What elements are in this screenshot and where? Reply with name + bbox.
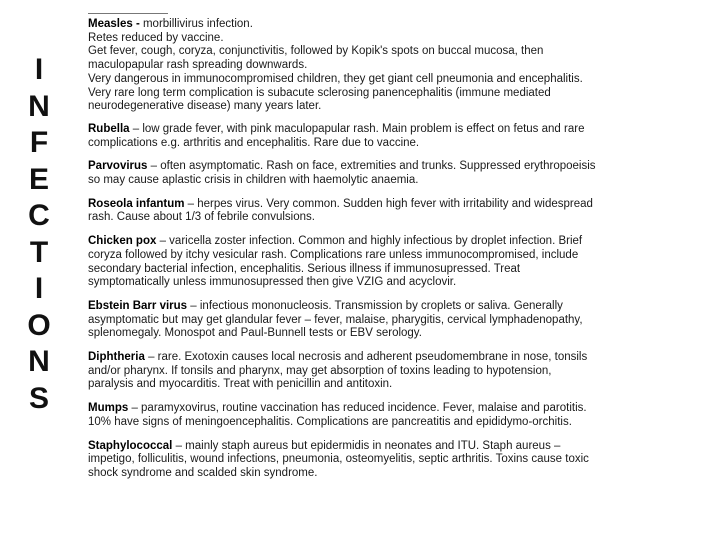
infection-entry	[88, 198, 633, 225]
infection-name: Rubella	[88, 122, 130, 135]
entry-line	[88, 235, 633, 249]
infection-entry	[88, 18, 633, 114]
side-title-letter: F	[29, 126, 49, 159]
infection-entry	[88, 402, 633, 429]
entry-line: Very rare long term complication is subacute sclerosing panencephalitis (immune mediated	[88, 86, 551, 99]
entry-line: complications e.g. arthritis and encephalitis. Rare due to vaccine.	[88, 136, 420, 149]
infection-name: Parvovirus	[88, 160, 148, 173]
entry-line: coryza followed by itchy vesicular rash. Complications rare unless immunocompromised, include	[88, 248, 579, 261]
entry-line: symptomatically unless immunosupressed then give VZIG and acyclovir.	[88, 276, 457, 289]
entry-line: Very dangerous in immunocompromised children, they get giant cell pneumonia and encephalitis.	[88, 72, 583, 85]
infection-name: Roseola infantum	[88, 197, 185, 210]
infection-name: Chicken pox	[88, 235, 157, 248]
infection-entry	[88, 351, 633, 392]
entry-line	[88, 402, 633, 416]
entry-line: rash. Cause about 1/3 of febrile convulsions.	[88, 211, 315, 224]
side-title-letter: I	[34, 272, 44, 305]
infection-description: – paramyxovirus, routine vaccination has reduced incidence. Fever, malaise and parotitis.	[128, 402, 587, 415]
entry-line: asymptomatic but may get glandular fever – fever, malaise, pharygitis, cervical lymphadenopathy,	[88, 313, 583, 326]
infection-description: – often asymptomatic. Rash on face, extremities and trunks. Suppressed erythropoeisis	[147, 160, 596, 173]
entry-line: so may cause aplastic crisis in children with haemolytic anaemia.	[88, 174, 419, 187]
infection-description: – rare. Exotoxin causes local necrosis and adherent pseudomembrane in nose, tonsils	[144, 351, 588, 364]
entry-line	[88, 160, 633, 174]
side-title-letter: N	[28, 345, 50, 378]
infection-name: Mumps	[88, 402, 129, 415]
entry-line: maculopapular rash spreading downwards.	[88, 59, 308, 72]
entry-line: splenomegaly. Monospot and Paul-Bunnell tests or EBV serology.	[88, 327, 422, 340]
side-title-letter: O	[27, 308, 51, 342]
side-title-letter: C	[28, 199, 50, 232]
entry-line: neurodegenerative disease) many years later.	[88, 100, 322, 113]
infection-name: Ebstein Barr virus	[88, 299, 188, 312]
infection-entry	[88, 300, 633, 341]
entry-line	[88, 440, 633, 454]
side-title-letter: E	[28, 162, 49, 196]
infection-entry	[88, 440, 633, 481]
entry-line: Retes reduced by vaccine.	[88, 31, 224, 44]
infection-description: – infectious mononucleosis. Transmission by croplets or saliva. Generally	[187, 299, 563, 312]
infection-name: Staphylococcal	[88, 439, 173, 452]
entry-line: Get fever, cough, coryza, conjunctivitis, followed by Kopik's spots on buccal mucosa, then	[88, 45, 544, 58]
infection-description: – varicella zoster infection. Common and highly infectious by droplet infection. Brief	[156, 235, 583, 248]
entry-line: 10% have signs of meningoencephalitis. Complications are pancreatitis and epididymo-orchitis.	[88, 415, 572, 428]
side-title-letter: S	[28, 381, 49, 415]
infection-description: morbillivirus infection.	[139, 18, 253, 30]
notes-content	[88, 18, 633, 491]
infection-entry	[88, 235, 633, 290]
entry-line	[88, 123, 633, 137]
entry-line	[88, 18, 633, 32]
infection-entry	[88, 160, 633, 187]
entry-line: paralysis and myocarditis. Treat with penicillin and antitoxin.	[88, 378, 393, 391]
entry-line	[88, 351, 633, 365]
infection-description: – low grade fever, with pink maculopapular rash. Main problem is effect on fetus and rare	[129, 122, 585, 135]
side-title	[26, 52, 52, 417]
infection-description: – herpes virus. Very common. Sudden high fever with irritability and widespread	[184, 197, 593, 210]
side-title-letter: I	[34, 53, 44, 86]
infection-name: Diphtheria	[88, 351, 145, 364]
side-title-letter: N	[28, 89, 50, 123]
infection-description: – mainly staph aureus but epidermidis in neonates and ITU. Staph aureus –	[172, 439, 561, 452]
side-title-letter: T	[29, 235, 49, 269]
entry-line: shock syndrome and scalded skin syndrome.	[88, 466, 318, 479]
infection-name: Measles -	[88, 18, 140, 30]
entry-line: secondary bacterial infection, encephalitis. Serious illness if immunosupressed. Treat	[88, 262, 521, 275]
entry-line	[88, 300, 633, 314]
entry-line: and/or pharynx. If tonsils and pharynx, may get absorption of toxins leading to hypotension,	[88, 364, 552, 377]
top-divider	[88, 13, 168, 14]
infection-entry	[88, 123, 633, 150]
entry-line: impetigo, folliculitis, wound infections, pneumonia, osteomyelitis, septic arthritis. Toxins cause toxic	[88, 453, 589, 466]
entry-line	[88, 198, 633, 212]
